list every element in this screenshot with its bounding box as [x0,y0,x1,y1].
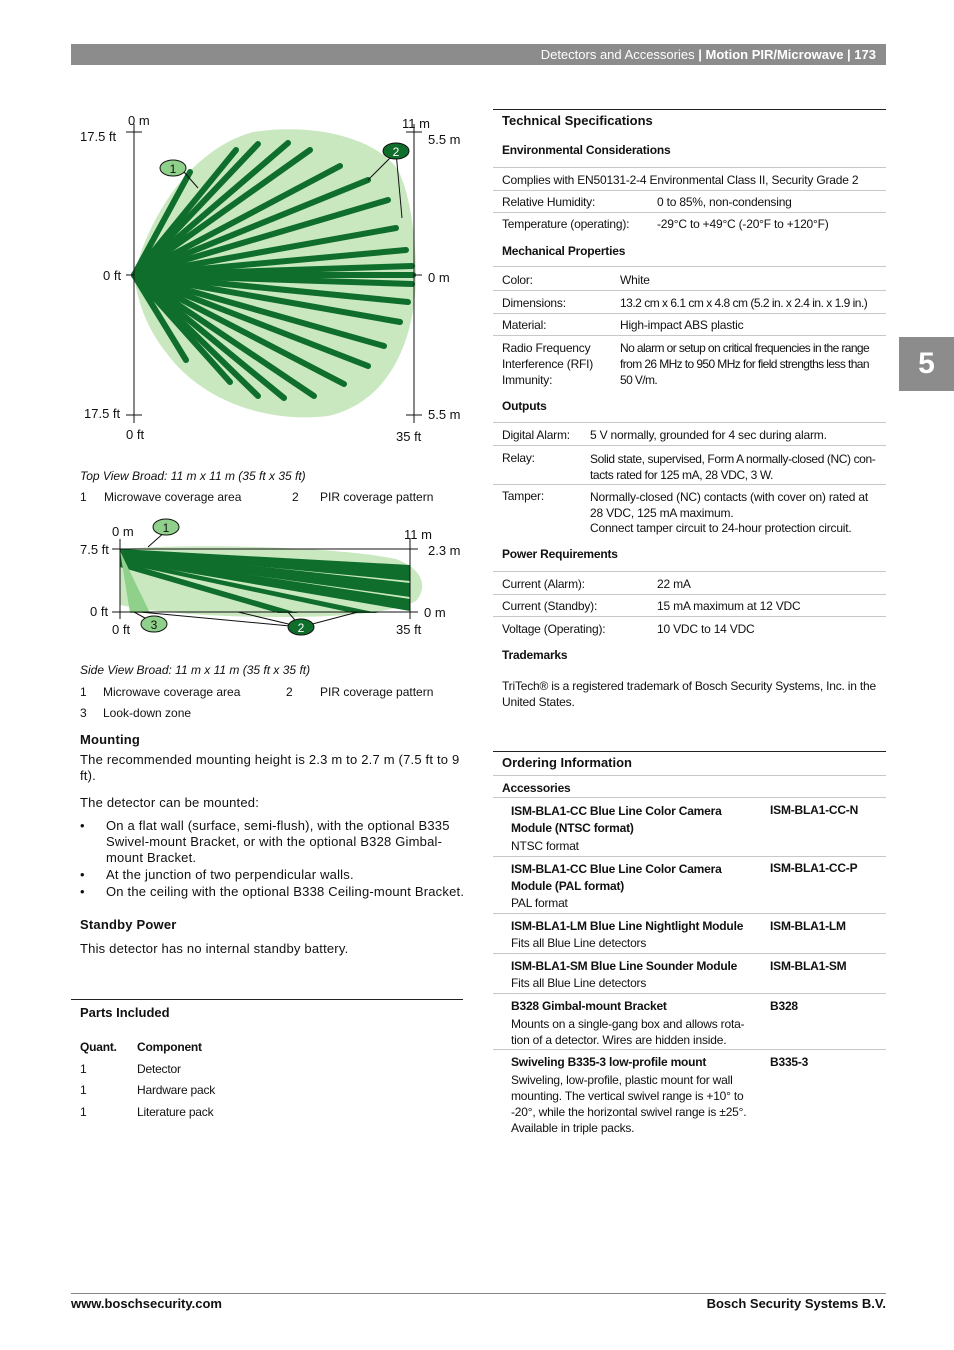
mech-key: Material: [502,318,547,332]
out-value-extra: Connect tamper circuit to 24-hour protection circuit. [590,521,852,535]
order-item-desc: Fits all Blue Line detectors [511,936,647,950]
divider [493,775,886,776]
side-callout-2 [288,619,314,635]
env-key: Relative Humidity: [502,195,596,209]
side-callout-3-text: 3 [150,618,158,632]
mech-key: Color: [502,273,533,287]
order-item-name: B328 Gimbal-mount Bracket [511,999,667,1013]
env-note: Complies with EN50131-2-4 Environmental Class II, Security Grade 2 [502,173,859,187]
order-item-code: ISM-BLA1-SM [770,959,847,973]
side-view-legend [80,685,470,723]
standby-text: This detector has no internal standby battery. [80,941,349,956]
top-label-17-5ft-top: 17.5 ft [80,129,117,144]
side-legend-text-1: Microwave coverage area [103,685,241,699]
footer-rule [71,1293,886,1294]
top-label-0ft-bottom: 0 ft [126,427,145,442]
side-legend-num-2: 2 [286,685,293,699]
divider [493,212,886,213]
mech-value: No alarm or setup on critical frequencies in the range from 26 MHz to 950 MHz for field strengths less than 50 V/m. [620,341,870,387]
divider [493,797,886,798]
side-callout-2-text: 2 [297,621,305,635]
power-value: 15 mA maximum at 12 VDC [657,599,801,613]
mech-value: 13.2 cm x 6.1 cm x 4.8 cm (5.2 in. x 2.4 in. x 1.9 in.) [620,296,868,310]
divider [493,913,886,914]
env-value: -29°C to +49°C (-20°F to +120°F) [657,217,829,231]
trademarks-heading: Trademarks [502,648,568,662]
ordering-subheading: Accessories [502,781,571,795]
ordering-rule [493,751,886,752]
out-key: Relay: [502,451,535,465]
env-value: 0 to 85%, non-condensing [657,195,792,209]
order-item-desc: Mounts on a single-gang box and allows rota-tion of a detector. Wires are hidden inside. [511,1017,745,1047]
power-value: 10 VDC to 14 VDC [657,622,755,636]
side-label-11m: 11 m [404,527,432,542]
side-legend-num-3: 3 [80,706,87,720]
power-key: Voltage (Operating): [502,622,606,636]
divider [493,1049,886,1050]
order-item-code: ISM-BLA1-CC-N [770,803,859,817]
out-value: 5 V normally, grounded for 4 sec during alarm. [590,428,827,442]
header-title: | Motion PIR/Microwave | 173 [698,47,876,62]
parts-col-component: Component [137,1040,202,1054]
divider [493,266,886,267]
mech-value: White [620,273,650,287]
divider [493,571,886,572]
side-label-35ft: 35 ft [396,622,422,637]
top-callout-1 [160,160,186,176]
out-value: Solid state, supervised, Form A normally-closed (NC) con-tacts rated for 125 mA, 28 VDC, 3 W. [590,452,876,482]
tech-heading: Technical Specifications [502,113,653,128]
side-legend-num-1: 1 [80,685,87,699]
divider [493,190,886,191]
parts-quant: 1 [80,1062,87,1076]
side-view-caption: Side View Broad: 11 m x 11 m (35 ft x 35 ft) [80,663,311,677]
divider [493,484,886,485]
mounting-bullet: • On a flat wall (surface, semi-flush), with the optional B335 Swivel-mount Bracket, or with the optional B328 Gimbal-mount Bracket. [80,818,468,866]
mounting-bullet: • On the ceiling with the optional B338 Ceiling-mount Bracket. [80,884,468,900]
tech-rule [493,109,886,110]
parts-heading: Parts Included [80,1005,170,1020]
footer-website: www.boschsecurity.com [71,1296,222,1311]
power-heading: Power Requirements [502,547,618,561]
top-legend-num-2: 2 [292,490,299,504]
divider [493,313,886,314]
divider [493,335,886,336]
side-label-2-3m: 2.3 m [428,543,461,558]
power-key: Current (Alarm): [502,577,585,591]
order-item-desc: PAL format [511,896,568,910]
mech-heading: Mechanical Properties [502,244,626,258]
mech-value: High-impact ABS plastic [620,318,744,332]
top-label-17-5ft-bottom: 17.5 ft [84,406,121,421]
order-item-code: B328 [770,999,798,1013]
divider [493,445,886,446]
parts-quant: 1 [80,1105,87,1119]
mounting-para-1: The recommended mounting height is 2.3 m to 2.7 m (7.5 ft to 9 ft). [80,752,460,783]
footer-company: Bosch Security Systems B.V. [706,1296,886,1311]
order-item-name: ISM-BLA1-CC Blue Line Color Camera Module (NTSC format) [511,804,722,835]
mech-key: Dimensions: [502,296,566,310]
trademarks-text: TriTech® is a registered trademark of Bosch Security Systems, Inc. in the United States. [502,679,876,709]
order-item-desc: NTSC format [511,839,579,853]
parts-component: Detector [137,1062,181,1076]
divider [493,856,886,857]
side-callout-1-text: 1 [162,521,170,535]
side-legend-text-2: PIR coverage pattern [320,685,434,699]
mounting-para-2: The detector can be mounted: [80,795,260,810]
order-item-code: ISM-BLA1-LM [770,919,846,933]
parts-quant: 1 [80,1083,87,1097]
divider [493,422,886,423]
top-label-0m: 0 m [128,113,150,128]
order-item-code: ISM-BLA1-CC-P [770,861,858,875]
order-item-code: B335-3 [770,1055,809,1069]
env-key: Temperature (operating): [502,217,630,231]
top-label-11m: 11 m [402,116,430,131]
divider [493,993,886,994]
side-label-0ft-bottom: 0 ft [112,622,131,637]
out-value: Normally-closed (NC) contacts (with cover on) rated at 28 VDC, 125 mA maximum. [590,490,868,520]
divider [493,290,886,291]
top-callout-1-text: 1 [169,162,177,176]
ordering-heading: Ordering Information [502,755,632,770]
side-label-0m-right: 0 m [424,605,446,620]
top-legend-text-2: PIR coverage pattern [320,490,434,504]
order-item-desc: Swiveling, low-profile, plastic mount for wall mounting. The vertical swivel range is +10° to -20°, while the horizontal swivel range is ±25°. Available in triple packs. [511,1073,747,1135]
order-item-name: Swiveling B335-3 low-profile mount [511,1055,707,1069]
side-legend-text-3: Look-down zone [103,706,192,720]
parts-component: Literature pack [137,1105,214,1119]
parts-col-quant: Quant. [80,1040,117,1054]
parts-component: Hardware pack [137,1083,216,1097]
header-section: Detectors and Accessories [540,47,695,62]
top-legend-text-1: Microwave coverage area [104,490,242,504]
divider [493,594,886,595]
out-key: Digital Alarm: [502,428,570,442]
order-item-name: ISM-BLA1-LM Blue Line Nightlight Module [511,919,744,933]
mounting-heading: Mounting [80,732,141,747]
standby-heading: Standby Power [80,917,177,932]
order-item-name: ISM-BLA1-CC Blue Line Color Camera Module (PAL format) [511,862,722,893]
mounting-bullets [80,818,468,901]
side-callout-1 [153,519,179,535]
top-view-legend [80,490,470,506]
mounting-bullet: • At the junction of two perpendicular walls. [80,867,468,883]
side-label-7-5ft: 7.5 ft [80,542,109,557]
top-label-0ft-left: 0 ft [103,268,122,283]
top-label-35ft: 35 ft [396,429,422,444]
order-item-desc: Fits all Blue Line detectors [511,976,647,990]
side-view-diagram [78,517,470,645]
top-label-5-5m-top: 5.5 m [428,132,461,147]
side-callout-3 [141,616,167,632]
top-view-diagram [78,110,470,450]
top-label-0m-right: 0 m [428,270,450,285]
outputs-heading: Outputs [502,399,547,413]
top-view-caption: Top View Broad: 11 m x 11 m (35 ft x 35 ft) [80,469,306,483]
order-item-name: ISM-BLA1-SM Blue Line Sounder Module [511,959,738,973]
top-legend-num-1: 1 [80,490,87,504]
top-callout-2-text: 2 [392,145,400,159]
page-header [71,44,886,65]
mech-key: Radio Frequency Interference (RFI) Immunity: [502,341,594,387]
env-heading: Environmental Considerations [502,143,671,157]
power-key: Current (Standby): [502,599,598,613]
power-value: 22 mA [657,577,691,591]
chapter-tab: 5 [899,337,954,391]
side-label-0m: 0 m [112,524,134,539]
divider [493,167,886,168]
parts-rule [71,999,463,1000]
out-key: Tamper: [502,489,544,503]
divider [493,616,886,617]
divider [493,953,886,954]
top-callout-2 [383,143,409,159]
top-label-5-5m-bottom: 5.5 m [428,407,461,422]
side-label-0ft-left: 0 ft [90,604,109,619]
